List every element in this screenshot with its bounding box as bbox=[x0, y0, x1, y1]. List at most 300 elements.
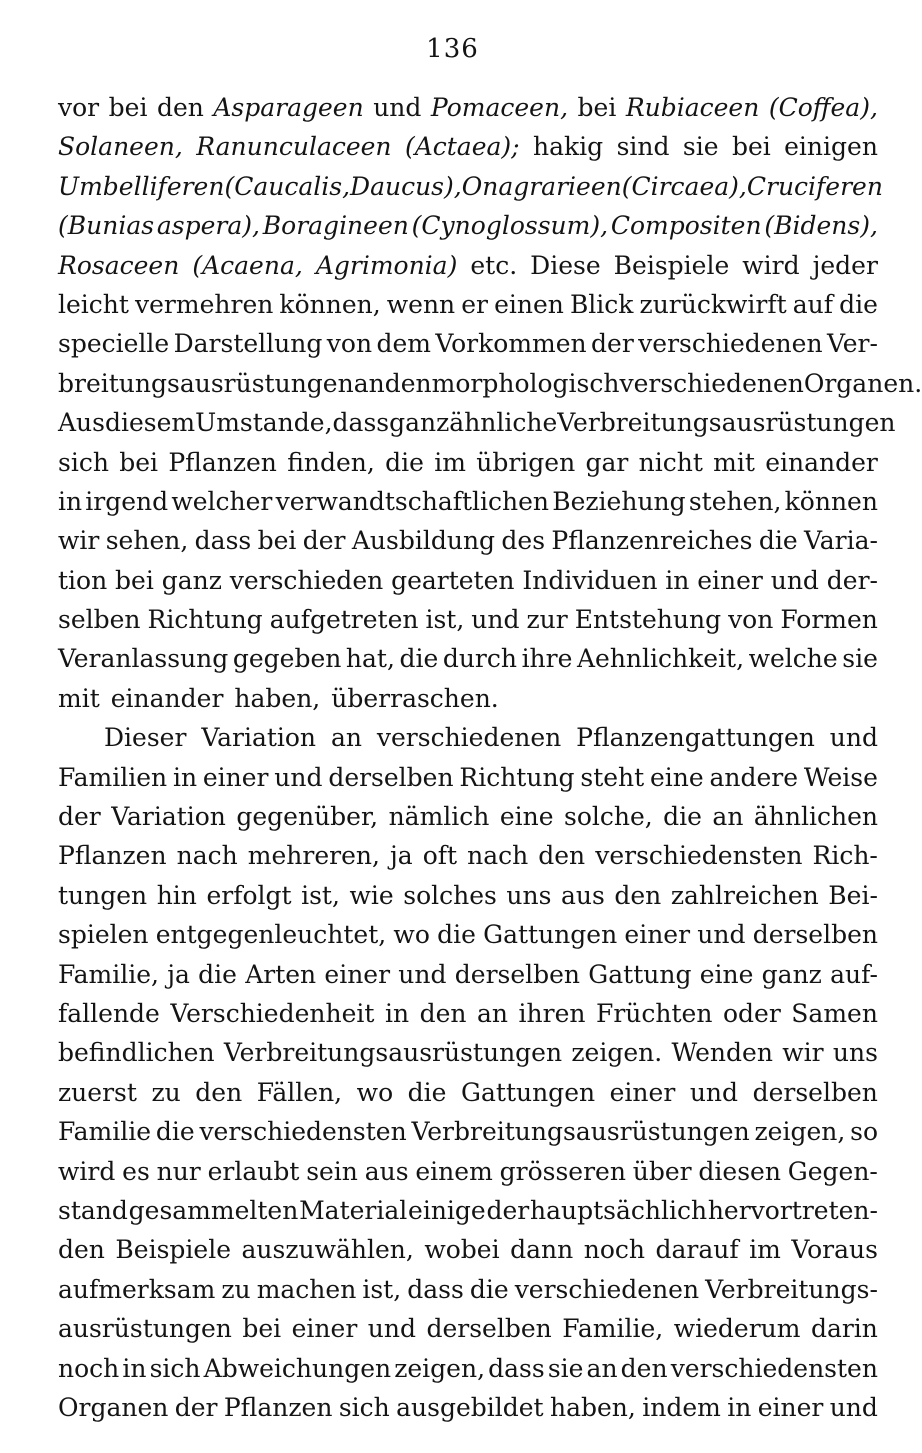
word: von bbox=[728, 605, 774, 635]
text-line bbox=[58, 443, 878, 482]
word: Entstehung bbox=[574, 605, 722, 635]
word: hin bbox=[156, 880, 197, 910]
word: darin bbox=[810, 1314, 878, 1344]
word: Gegen- bbox=[787, 1156, 878, 1186]
word: andere bbox=[709, 762, 799, 792]
text-line bbox=[58, 127, 878, 166]
word: sehen, bbox=[105, 526, 189, 556]
word: (Acaena, bbox=[192, 250, 303, 280]
word: specielle bbox=[58, 329, 170, 359]
word: (Bidens), bbox=[764, 211, 878, 241]
word: Daucus), bbox=[350, 171, 462, 201]
word: Pflanzen bbox=[168, 447, 277, 477]
word: Solaneen, bbox=[58, 132, 183, 162]
word: zur bbox=[526, 605, 568, 635]
word: dass bbox=[194, 526, 252, 556]
word: Organen bbox=[58, 1392, 169, 1422]
word: zahlreichen bbox=[670, 880, 819, 910]
word: bei bbox=[257, 526, 297, 556]
text-line bbox=[58, 246, 878, 285]
word: so bbox=[850, 1117, 878, 1147]
word: haben, bbox=[234, 683, 321, 713]
word: Rich- bbox=[812, 841, 878, 871]
word: die bbox=[399, 644, 439, 674]
word: den bbox=[620, 1353, 668, 1383]
word: wenn bbox=[386, 289, 456, 319]
word: Compositen bbox=[610, 211, 762, 241]
word: morphologisch bbox=[431, 368, 620, 398]
word: Pomaceen, bbox=[430, 93, 569, 122]
word: dass bbox=[488, 1353, 545, 1383]
word: diesem bbox=[105, 408, 196, 438]
text-line bbox=[58, 561, 878, 600]
word: auf- bbox=[830, 959, 878, 989]
word: entgegenleuchtet, bbox=[155, 920, 387, 950]
word: Verbreitungs- bbox=[705, 1274, 878, 1304]
text-line bbox=[58, 1388, 878, 1427]
word: breitungsausrüstungen bbox=[58, 368, 354, 398]
word: aus bbox=[560, 880, 605, 910]
word: noch bbox=[58, 1353, 120, 1383]
word: ganz bbox=[761, 959, 822, 989]
text-line bbox=[58, 1270, 878, 1309]
word: auszuwählen, bbox=[241, 1235, 414, 1265]
word: er bbox=[461, 289, 488, 319]
word: bei bbox=[119, 447, 159, 477]
word: nicht bbox=[638, 447, 703, 477]
word: in bbox=[384, 998, 410, 1028]
text-line bbox=[58, 403, 896, 442]
word: in bbox=[122, 1353, 147, 1383]
word: ganz bbox=[161, 565, 222, 595]
word: wie bbox=[349, 880, 394, 910]
word: derselben bbox=[454, 959, 581, 989]
word: bei bbox=[731, 132, 771, 162]
text-line bbox=[58, 679, 878, 718]
word: wobei bbox=[424, 1235, 500, 1265]
word: über bbox=[632, 1156, 692, 1186]
word: mit bbox=[713, 447, 755, 477]
word: Agrimonia) bbox=[315, 250, 458, 280]
word: stand bbox=[58, 1195, 128, 1225]
word: (Coffea), bbox=[768, 93, 878, 122]
word: eine bbox=[499, 802, 554, 832]
text-line bbox=[58, 1309, 878, 1348]
word: einem bbox=[415, 1156, 493, 1186]
word: aspera), bbox=[156, 211, 260, 241]
word: verschieden bbox=[229, 565, 384, 595]
text-line bbox=[58, 639, 878, 678]
word: vor bbox=[58, 93, 100, 122]
word: Umstande, bbox=[195, 408, 333, 438]
word: zeigen, bbox=[394, 1353, 486, 1383]
word: Weise bbox=[803, 762, 878, 792]
word: verschiedenen bbox=[514, 1274, 700, 1304]
word: erfolgt bbox=[206, 880, 292, 910]
word: Pflanzen bbox=[58, 841, 167, 871]
word: verschiedensten bbox=[595, 841, 803, 871]
text-line bbox=[58, 600, 878, 639]
word: Rubiaceen bbox=[625, 93, 760, 122]
word: derselben bbox=[752, 920, 878, 950]
word: tungen bbox=[58, 880, 148, 910]
word: (Cynoglossum), bbox=[411, 211, 609, 241]
word: zurückwirft bbox=[639, 289, 787, 319]
word: einer bbox=[609, 1077, 676, 1107]
word: Verbreitungsausrüstungen bbox=[411, 1117, 750, 1147]
word: Beispiele bbox=[613, 250, 730, 280]
word: der bbox=[302, 526, 346, 556]
word: ist, bbox=[362, 1274, 402, 1304]
word: Pflanzen bbox=[223, 1392, 333, 1422]
word: Umbelliferen bbox=[58, 171, 225, 201]
text-line bbox=[58, 364, 922, 403]
word: sind bbox=[616, 132, 670, 162]
word: (Caucalis, bbox=[224, 171, 351, 201]
text-line bbox=[58, 876, 878, 915]
word: die bbox=[663, 802, 702, 832]
word: Aehnlichkeit, bbox=[576, 644, 745, 674]
word: einer bbox=[324, 959, 391, 989]
word: befindlichen bbox=[58, 1038, 215, 1068]
word: können, bbox=[279, 289, 381, 319]
word: Gattungen bbox=[483, 920, 618, 950]
word: etc. bbox=[470, 250, 518, 280]
word: verschiedenen bbox=[376, 723, 562, 753]
word: in bbox=[665, 565, 690, 595]
word: die bbox=[385, 447, 424, 477]
word: eine bbox=[650, 762, 704, 792]
word: diesen bbox=[698, 1156, 781, 1186]
word: Abweichungen bbox=[203, 1353, 392, 1383]
word: einige bbox=[408, 1195, 486, 1225]
word: die bbox=[839, 289, 878, 319]
word: spielen bbox=[58, 920, 149, 950]
word: ausgebildet bbox=[396, 1392, 544, 1422]
text-line bbox=[58, 1152, 878, 1191]
word: der bbox=[591, 329, 634, 359]
word: verschiedenen bbox=[619, 368, 804, 398]
word: aufmerksam bbox=[58, 1274, 216, 1304]
word: verwandtschaftlichen bbox=[275, 486, 550, 516]
word: verschiedensten bbox=[199, 1117, 407, 1147]
word: hat, bbox=[345, 644, 395, 674]
word: solches bbox=[403, 880, 497, 910]
word: die bbox=[155, 1117, 195, 1147]
word: (Bunias bbox=[58, 211, 155, 241]
word: dem bbox=[376, 329, 431, 359]
word: vermehren bbox=[135, 289, 274, 319]
word: noch bbox=[583, 1235, 645, 1265]
word: einander bbox=[765, 447, 878, 477]
word: verschiedenen bbox=[638, 329, 823, 359]
word: wird bbox=[58, 1156, 116, 1186]
text-line bbox=[58, 1191, 878, 1230]
word: Boragineen bbox=[262, 211, 409, 241]
word: (Circaea), bbox=[621, 171, 747, 201]
word: gar bbox=[585, 447, 629, 477]
text-line bbox=[58, 955, 878, 994]
word: und bbox=[398, 959, 447, 989]
text-line bbox=[58, 718, 878, 757]
word: Ausbildung bbox=[351, 526, 496, 556]
word: Rosaceen bbox=[58, 250, 180, 280]
word: gegenüber, bbox=[236, 802, 379, 832]
word: Beispiele bbox=[115, 1235, 231, 1265]
word: der bbox=[58, 802, 101, 832]
word: Voraus bbox=[791, 1235, 878, 1265]
text-line bbox=[58, 285, 878, 324]
word: den bbox=[538, 841, 586, 871]
word: bei bbox=[577, 93, 617, 122]
word: sich bbox=[338, 1392, 390, 1422]
word: des bbox=[501, 526, 546, 556]
word: wird bbox=[742, 250, 800, 280]
word: Familie, bbox=[58, 959, 159, 989]
word: Beziehung bbox=[552, 486, 686, 516]
word: Gattung bbox=[588, 959, 692, 989]
body-text bbox=[58, 88, 922, 1427]
text-line bbox=[58, 482, 878, 521]
word: der bbox=[486, 1195, 530, 1225]
word: oder bbox=[722, 998, 781, 1028]
word: jeder bbox=[812, 250, 878, 280]
word: zu bbox=[221, 1274, 251, 1304]
word: die bbox=[758, 526, 798, 556]
word: ausrüstungen bbox=[58, 1314, 232, 1344]
word: oft bbox=[422, 841, 458, 871]
word: mit bbox=[58, 683, 100, 713]
word: Bei- bbox=[828, 880, 878, 910]
word: steht bbox=[580, 762, 645, 792]
word: fallende bbox=[58, 998, 160, 1028]
word: zeigen. bbox=[571, 1038, 663, 1068]
word: verschiedensten bbox=[670, 1353, 878, 1383]
word: Asparageen bbox=[213, 93, 364, 122]
word: der- bbox=[826, 565, 878, 595]
word: Variation bbox=[111, 802, 226, 832]
word: und bbox=[274, 762, 323, 792]
text-line bbox=[58, 206, 878, 245]
word: aus bbox=[364, 1156, 409, 1186]
text-line bbox=[58, 915, 878, 954]
word: die bbox=[198, 959, 237, 989]
word: Aus bbox=[58, 408, 105, 438]
word: dann bbox=[510, 1235, 574, 1265]
word: ihren bbox=[518, 998, 586, 1028]
word: Pflanzengattungen bbox=[576, 723, 815, 753]
word: sie bbox=[682, 132, 719, 162]
word: den bbox=[195, 1077, 243, 1107]
word: einer bbox=[757, 1392, 824, 1422]
word: übrigen bbox=[476, 447, 576, 477]
word: und bbox=[367, 1314, 416, 1344]
word: und bbox=[697, 920, 746, 950]
word: Formen bbox=[780, 605, 878, 635]
word: hervortreten- bbox=[707, 1195, 878, 1225]
word: Verbreitungsausrüstungen bbox=[557, 408, 896, 438]
word: irgend bbox=[85, 486, 169, 516]
word: den bbox=[614, 880, 662, 910]
word: Dieser bbox=[104, 723, 187, 753]
word: der bbox=[174, 1392, 218, 1422]
word: wo bbox=[393, 920, 430, 950]
word: wir bbox=[58, 526, 100, 556]
text-line bbox=[58, 1073, 878, 1112]
word: und bbox=[829, 723, 878, 753]
word: an bbox=[586, 1353, 618, 1383]
word: nach bbox=[467, 841, 529, 871]
word: nämlich bbox=[388, 802, 490, 832]
word: Früchten bbox=[596, 998, 713, 1028]
word: und bbox=[689, 1077, 739, 1107]
word: Richtung bbox=[459, 762, 575, 792]
word: sie bbox=[547, 1353, 584, 1383]
word: Familie, bbox=[562, 1314, 664, 1344]
word: Organen. bbox=[803, 368, 922, 398]
word: Cruciferen bbox=[746, 171, 883, 201]
word: den bbox=[419, 998, 467, 1028]
word: Arten bbox=[245, 959, 317, 989]
word: Individuen bbox=[522, 565, 658, 595]
word: Samen bbox=[791, 998, 878, 1028]
word: zu bbox=[151, 1077, 181, 1107]
word: sich bbox=[149, 1353, 201, 1383]
word: Blick bbox=[569, 289, 634, 319]
word: ja bbox=[389, 841, 413, 871]
word: Gattungen bbox=[461, 1077, 596, 1107]
word: ist, bbox=[301, 880, 340, 910]
word: ja bbox=[167, 959, 190, 989]
text-line bbox=[58, 836, 878, 875]
word: grösseren bbox=[499, 1156, 626, 1186]
word: einander bbox=[110, 683, 224, 713]
word: Richtung bbox=[147, 605, 263, 635]
word: durch bbox=[442, 644, 517, 674]
word: sein bbox=[306, 1156, 358, 1186]
word: an bbox=[712, 802, 744, 832]
text-line bbox=[58, 324, 878, 363]
word: in bbox=[58, 486, 83, 516]
word: im bbox=[749, 1235, 781, 1265]
word: Onagrarieen bbox=[461, 171, 622, 201]
word: (Actaea); bbox=[404, 132, 520, 162]
word: welcher bbox=[171, 486, 273, 516]
word: erlaubt bbox=[207, 1156, 300, 1186]
word: dass bbox=[407, 1274, 464, 1304]
word: welche bbox=[748, 644, 838, 674]
word: einer bbox=[697, 565, 763, 595]
word: dass bbox=[332, 408, 390, 438]
word: ist, bbox=[425, 605, 465, 635]
word: können bbox=[784, 486, 878, 516]
word: wiederum bbox=[673, 1314, 801, 1344]
text-line bbox=[58, 758, 878, 797]
word: Darstellung bbox=[173, 329, 323, 359]
text-line bbox=[58, 1349, 878, 1388]
word: ganz bbox=[389, 408, 450, 438]
word: Ver- bbox=[826, 329, 878, 359]
word: solche, bbox=[563, 802, 653, 832]
word: ihre bbox=[521, 644, 573, 674]
word: an bbox=[477, 998, 509, 1028]
word: hauptsächlich bbox=[529, 1195, 708, 1225]
word: uns bbox=[506, 880, 552, 910]
word: und bbox=[471, 605, 520, 635]
word: ähnliche bbox=[449, 408, 558, 438]
text-line bbox=[58, 1112, 878, 1151]
word: Veranlassung bbox=[58, 644, 229, 674]
word: und bbox=[373, 93, 422, 122]
word: einigen bbox=[784, 132, 878, 162]
word: bei bbox=[115, 565, 154, 595]
word: aufgetreten bbox=[269, 605, 419, 635]
text-line bbox=[58, 521, 878, 560]
word: einen bbox=[494, 289, 564, 319]
word: Variation bbox=[201, 723, 317, 753]
word: und bbox=[829, 1392, 878, 1422]
word: Pflanzenreiches bbox=[551, 526, 753, 556]
word: im bbox=[434, 447, 466, 477]
word: leicht bbox=[58, 289, 129, 319]
word: einer bbox=[202, 762, 269, 792]
word: die bbox=[407, 1077, 447, 1107]
word: es bbox=[122, 1156, 150, 1186]
text-line bbox=[58, 167, 883, 206]
page-number: 136 bbox=[426, 34, 479, 64]
word: gegeben bbox=[232, 644, 342, 674]
word: gearteten bbox=[391, 565, 515, 595]
word: den bbox=[384, 368, 432, 398]
word: tion bbox=[58, 565, 108, 595]
word: überraschen. bbox=[331, 683, 499, 713]
word: den bbox=[58, 1235, 105, 1265]
word: auf bbox=[792, 289, 833, 319]
word: sie bbox=[842, 644, 878, 674]
word: und bbox=[770, 565, 819, 595]
word: indem bbox=[642, 1392, 721, 1422]
word: darauf bbox=[655, 1235, 739, 1265]
word: an bbox=[330, 723, 362, 753]
word: Ranunculaceen bbox=[196, 132, 392, 162]
word: Verschiedenheit bbox=[170, 998, 375, 1028]
word: wo bbox=[356, 1077, 394, 1107]
word: derselben bbox=[752, 1077, 878, 1107]
word: von bbox=[326, 329, 373, 359]
text-line bbox=[58, 797, 878, 836]
word: gesammelten bbox=[128, 1195, 299, 1225]
word: Familien bbox=[58, 762, 168, 792]
text-line bbox=[58, 994, 878, 1033]
word: Familie bbox=[58, 1117, 152, 1147]
word: selben bbox=[58, 605, 141, 635]
word: derselben bbox=[426, 1314, 552, 1344]
word: Varia- bbox=[803, 526, 878, 556]
word: die bbox=[469, 1274, 509, 1304]
word: in bbox=[172, 762, 198, 792]
word: Fällen, bbox=[256, 1077, 343, 1107]
text-line bbox=[58, 1033, 878, 1072]
word: Material bbox=[299, 1195, 408, 1225]
word: an bbox=[353, 368, 385, 398]
word: Wenden bbox=[671, 1038, 773, 1068]
word: machen bbox=[256, 1274, 357, 1304]
word: Diese bbox=[530, 250, 601, 280]
word: den bbox=[156, 93, 204, 122]
word: bei bbox=[108, 93, 148, 122]
word: haben, bbox=[549, 1392, 636, 1422]
text-line bbox=[58, 1230, 878, 1269]
